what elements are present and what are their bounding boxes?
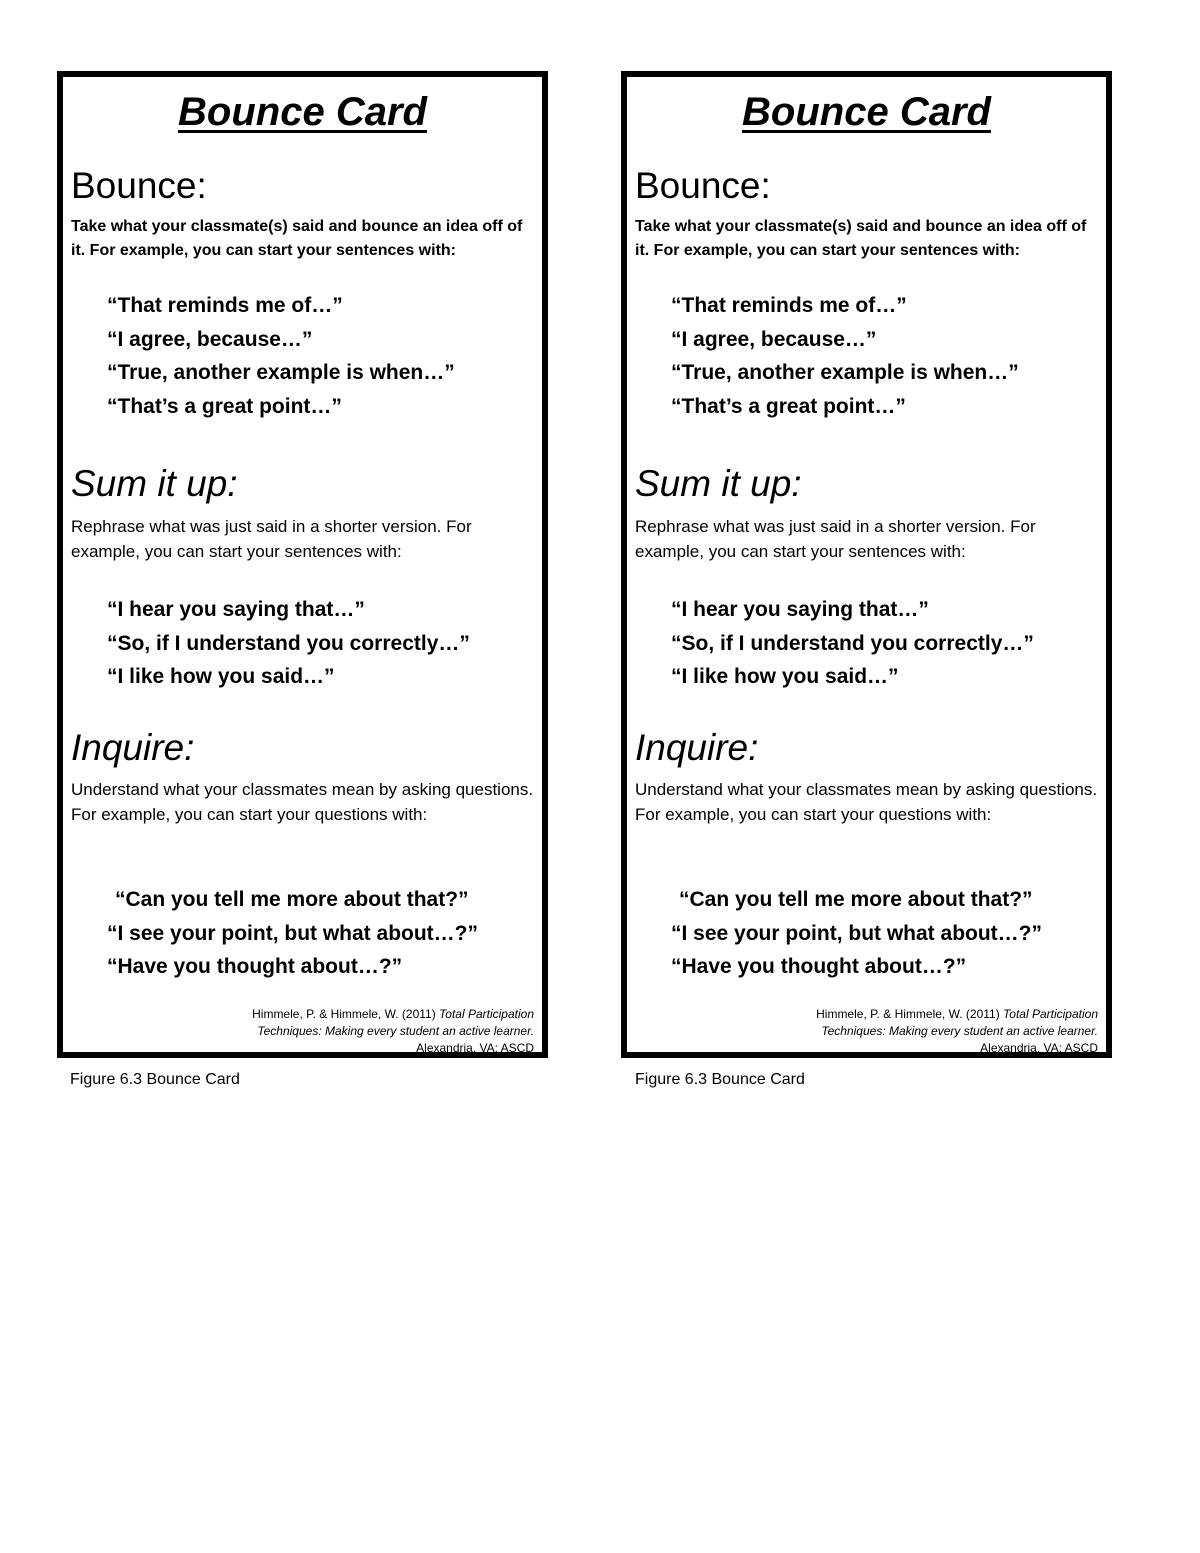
phrase-item: “So, if I understand you correctly…” xyxy=(671,631,1034,655)
phrase-item: “I hear you saying that…” xyxy=(671,598,929,621)
bounce-card-right xyxy=(621,71,1112,1058)
phrase-item: “I agree, because…” xyxy=(107,327,313,351)
citation-publisher: Alexandria, VA: ASCD xyxy=(980,1041,1098,1055)
sum-description: Rephrase what was just said in a shorter version. For example, you can start your sentences with: xyxy=(71,517,472,561)
inquire-phrase-list xyxy=(671,883,1106,984)
inquire-description: Understand what your classmates mean by asking questions. For example, you can start your questions with: xyxy=(71,780,534,824)
citation-publisher: Alexandria, VA: ASCD xyxy=(416,1041,534,1055)
sum-phrase-list xyxy=(671,593,1106,694)
phrase-item: “I hear you saying that…” xyxy=(107,598,365,621)
phrase-item: “I agree, because…” xyxy=(671,327,877,351)
inquire-heading: Inquire: xyxy=(71,727,195,768)
phrase-item: “True, another example is when…” xyxy=(671,361,1019,384)
citation xyxy=(678,1006,1098,1057)
citation xyxy=(114,1006,534,1057)
bounce-card-left xyxy=(57,71,548,1058)
inquire-phrase-list xyxy=(107,883,542,984)
sum-heading: Sum it up: xyxy=(71,463,238,504)
citation-title-continued: Techniques: Making every student an active learner. xyxy=(257,1024,534,1038)
sum-heading: Sum it up: xyxy=(635,463,802,504)
card-title: Bounce Card xyxy=(742,90,991,134)
bounce-phrase-list xyxy=(671,289,1106,423)
bounce-heading: Bounce: xyxy=(635,165,771,206)
phrase-item: “Can you tell me more about that?” xyxy=(679,888,1033,911)
citation-authors: Himmele, P. & Himmele, W. (2011) xyxy=(816,1007,1004,1021)
bounce-description: Take what your classmate(s) said and bounce an idea off of it. For example, you can start your sentences with: xyxy=(635,218,1087,259)
phrase-item: “So, if I understand you correctly…” xyxy=(107,631,470,655)
sum-phrase-list xyxy=(107,593,542,694)
citation-authors: Himmele, P. & Himmele, W. (2011) xyxy=(252,1007,440,1021)
phrase-item: “Have you thought about…?” xyxy=(107,955,403,978)
phrase-item: “I like how you said…” xyxy=(107,665,335,688)
inquire-heading: Inquire: xyxy=(635,727,759,768)
phrase-item: “I like how you said…” xyxy=(671,665,899,688)
phrase-item: “Have you thought about…?” xyxy=(671,955,967,978)
phrase-item: “Can you tell me more about that?” xyxy=(115,888,469,911)
phrase-item: “I see your point, but what about…?” xyxy=(671,921,1042,945)
inquire-description: Understand what your classmates mean by asking questions. For example, you can start your questions with: xyxy=(635,780,1098,824)
sum-description: Rephrase what was just said in a shorter version. For example, you can start your sentences with: xyxy=(635,517,1036,561)
phrase-item: “I see your point, but what about…?” xyxy=(107,921,478,945)
phrase-item: “That reminds me of…” xyxy=(107,294,343,317)
figure-caption-left: Figure 6.3 Bounce Card xyxy=(70,1071,240,1088)
phrase-item: “That reminds me of…” xyxy=(671,294,907,317)
citation-title: Total Participation xyxy=(439,1007,534,1021)
phrase-item: “That’s a great point…” xyxy=(107,394,342,418)
bounce-description: Take what your classmate(s) said and bounce an idea off of it. For example, you can start your sentences with: xyxy=(71,218,523,259)
figure-caption-right: Figure 6.3 Bounce Card xyxy=(635,1071,805,1088)
phrase-item: “True, another example is when…” xyxy=(107,361,455,384)
citation-title: Total Participation xyxy=(1003,1007,1098,1021)
citation-title-continued: Techniques: Making every student an active learner. xyxy=(821,1024,1098,1038)
bounce-phrase-list xyxy=(107,289,542,423)
phrase-item: “That’s a great point…” xyxy=(671,394,906,418)
bounce-heading: Bounce: xyxy=(71,165,207,206)
card-title: Bounce Card xyxy=(178,90,427,134)
